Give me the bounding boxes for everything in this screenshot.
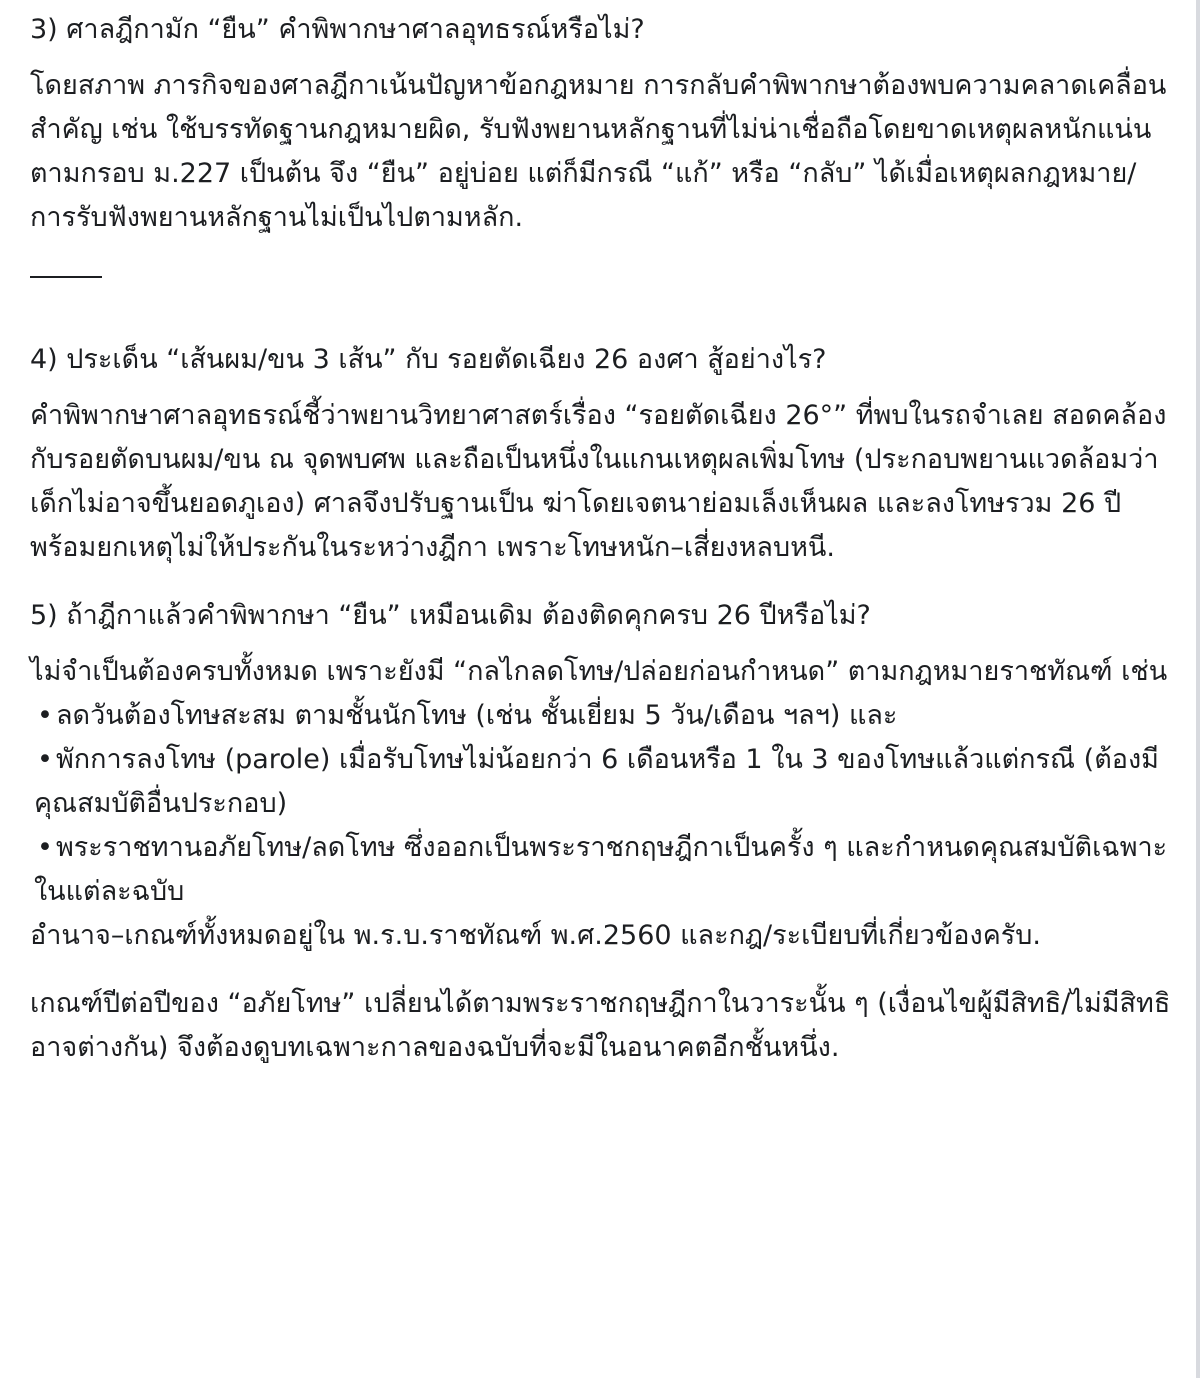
question-3-answer: โดยสภาพ ภารกิจของศาลฎีกาเน้นปัญหาข้อกฎหมาย การกลับคำพิพากษาต้องพบความคลาดเคลื่อนสำคัญ เช่น ใช้บรรทัดฐานกฎหมายผิด, รับฟังพยานหลักฐานที่ไม่น่าเชื่อถือโดยขาดเหตุผลหนักแน่นตามกรอบ ม.227 เป็นต้น จึง “ยืน” อยู่บ่อย แต่ก็มีกรณี “แก้” หรือ “กลับ” ได้เมื่อเหตุผลกฎหมาย/การรับฟังพยานหลักฐานไม่เป็นไปตามหลัก.	[30, 70, 1167, 233]
list-item	[30, 694, 1180, 738]
bullet-icon: •	[37, 832, 53, 863]
question-4-answer: คำพิพากษาศาลอุทธรณ์ชี้ว่าพยานวิทยาศาสตร์เรื่อง “รอยตัดเฉียง 26°” ที่พบในรถจำเลย สอดคล้อง กับรอยตัดบนผม/ขน ณ จุดพบศพ และถือเป็นหนึ่งในแกนเหตุผลเพิ่มโทษ (ประกอบพยานแวดล้อมว่าเด็กไม่อาจขึ้นยอดภูเอง) ศาลจึงปรับฐานเป็น ฆ่าโดยเจตนาย่อมเล็งเห็นผล และลงโทษรวม 26 ปี พร้อมยกเหตุไม่ให้ประกันในระหว่างฎีกา เพราะโทษหนัก–เสี่ยงหลบหนี.	[30, 400, 1167, 563]
section-divider	[30, 276, 102, 278]
bullet-icon: •	[37, 700, 53, 731]
question-5-heading: 5) ถ้าฎีกาแล้วคำพิพากษา “ยืน” เหมือนเดิม ต้องติดคุกครบ 26 ปีหรือไม่?	[30, 600, 871, 631]
list-item-text: พระราชทานอภัยโทษ/ลดโทษ ซึ่งออกเป็นพระราชกฤษฎีกาเป็นครั้ง ๆ และกำหนดคุณสมบัติเฉพาะในแต่ละฉบับ	[34, 832, 1168, 907]
question-5-note: เกณฑ์ปีต่อปีของ “อภัยโทษ” เปลี่ยนได้ตามพระราชกฤษฎีกาในวาระนั้น ๆ (เงื่อนไขผู้มีสิทธิ/ไม่มีสิทธิอาจต่างกัน) จึงต้องดูบทเฉพาะกาลของฉบับที่จะมีในอนาคตอีกชั้นหนึ่ง.	[30, 988, 1171, 1063]
list-item-text: พักการลงโทษ (parole) เมื่อรับโทษไม่น้อยกว่า 6 เดือนหรือ 1 ใน 3 ของโทษแล้วแต่กรณี (ต้องมีคุณสมบัติอื่นประกอบ)	[34, 744, 1159, 819]
list-item	[30, 738, 1180, 826]
question-3-heading: 3) ศาลฎีกามัก “ยืน” คำพิพากษาศาลอุทธรณ์หรือไม่?	[30, 14, 645, 45]
spacer	[30, 958, 1180, 982]
list-item-text: ลดวันต้องโทษสะสม ตามชั้นนักโทษ (เช่น ชั้นเยี่ยม 5 วัน/เดือน ฯลฯ) และ	[56, 700, 898, 731]
question-5-intro: ไม่จำเป็นต้องครบทั้งหมด เพราะยังมี “กลไกลดโทษ/ปล่อยก่อนกำหนด” ตามกฎหมายราชทัณฑ์ เช่น	[30, 656, 1168, 687]
bullet-icon: •	[37, 744, 53, 775]
list-item	[30, 826, 1180, 914]
post-body	[30, 8, 1180, 1070]
question-5-closing: อำนาจ–เกณฑ์ทั้งหมดอยู่ใน พ.ร.บ.ราชทัณฑ์ พ.ศ.2560 และกฎ/ระเบียบที่เกี่ยวข้องครับ.	[30, 920, 1041, 951]
question-4-heading: 4) ประเด็น “เส้นผม/ขน 3 เส้น” กับ รอยตัดเฉียง 26 องศา สู้อย่างไร?	[30, 344, 827, 375]
right-edge-border	[1196, 0, 1200, 1378]
